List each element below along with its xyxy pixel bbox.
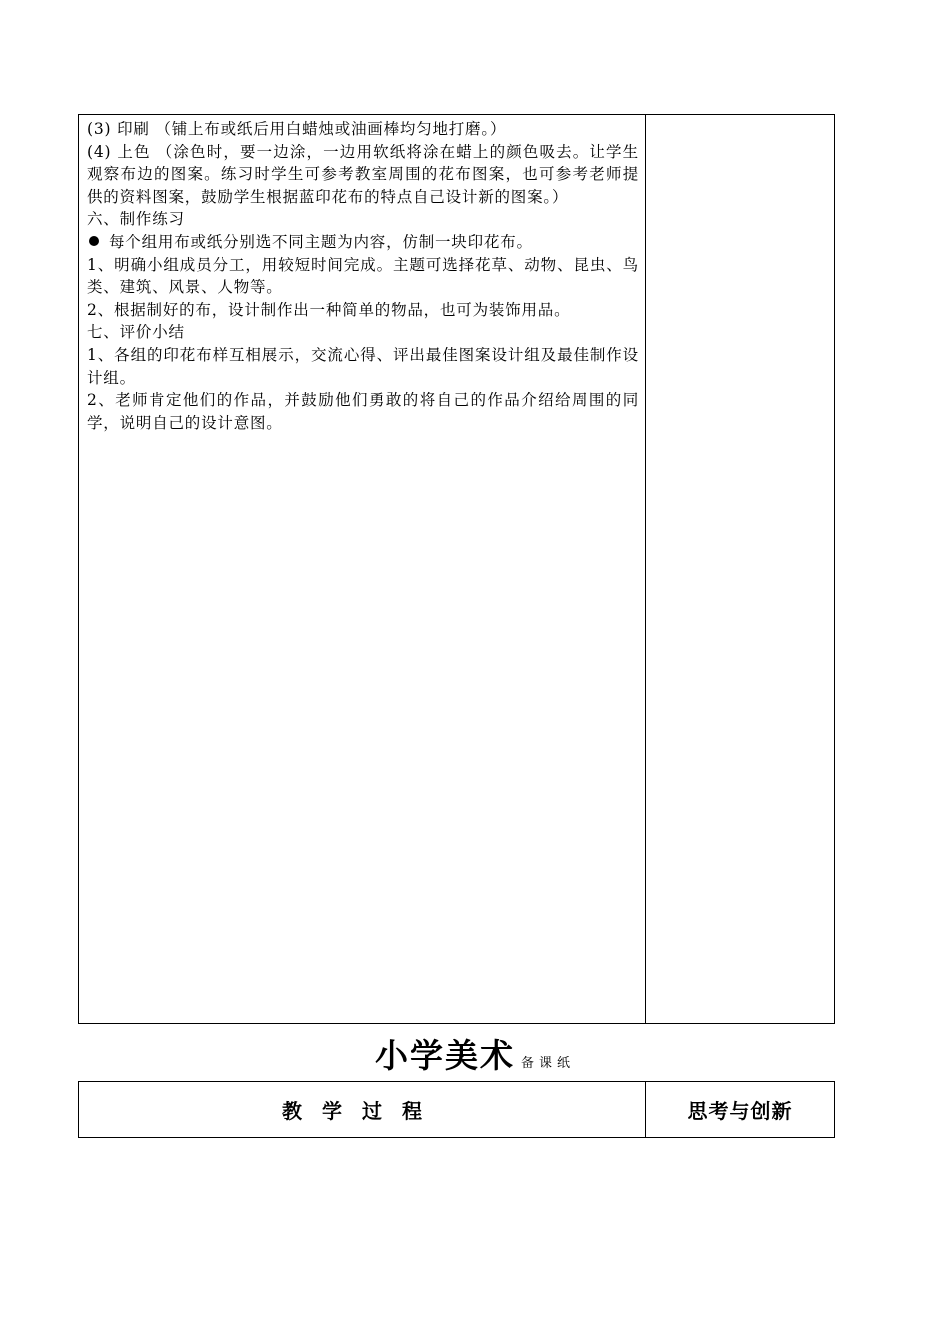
section-practice-heading: 六、制作练习 <box>87 210 185 229</box>
summary-item-2: 2、老师肯定他们的作品，并鼓励他们勇敢的将自己的作品介绍给周围的同学，说明自己的设计意图。 <box>87 391 639 432</box>
section-summary-heading: 七、评价小结 <box>87 323 185 342</box>
lesson-content <box>79 115 645 434</box>
title-main: 小学美术 <box>374 1036 515 1075</box>
step-color: (4) 上色 （涂色时，要一边涂，一边用软纸将涂在蜡上的颜色吸去。让学生观察布边的图案。练习时学生可参考教室周围的花布图案，也可参考老师提供的资料图案，鼓励学生根据蓝印花布的特点自己设计新的图案。） <box>87 142 639 206</box>
bullet-dot-icon <box>89 236 99 246</box>
practice-item-2: 2、根据制好的布，设计制作出一种简单的物品，也可为装饰用品。 <box>87 300 571 319</box>
summary-item-1: 1、各组的印花布样互相展示，交流心得、评出最佳图案设计组及最佳制作设计组。 <box>87 345 639 387</box>
lesson-table <box>78 114 835 1024</box>
practice-item-1: 1、明确小组成员分工，用较短时间完成。主题可选择花草、动物、昆虫、鸟类、建筑、风景、人物等。 <box>87 255 639 297</box>
practice-bullet-text: 每个组用布或纸分别选不同主题为内容，仿制一块印花布。 <box>109 232 533 251</box>
header-table <box>78 1081 835 1138</box>
title-sub: 备课纸 <box>520 1056 575 1071</box>
page-title <box>0 1030 950 1077</box>
header-reflection: 思考与创新 <box>646 1082 835 1138</box>
reflection-cell <box>646 115 835 1024</box>
practice-bullet <box>87 231 639 254</box>
teaching-process-cell <box>79 115 646 1024</box>
step-print: (3) 印刷 （铺上布或纸后用白蜡烛或油画棒均匀地打磨。） <box>87 120 507 138</box>
header-teaching-process: 教学过程 <box>79 1082 646 1138</box>
